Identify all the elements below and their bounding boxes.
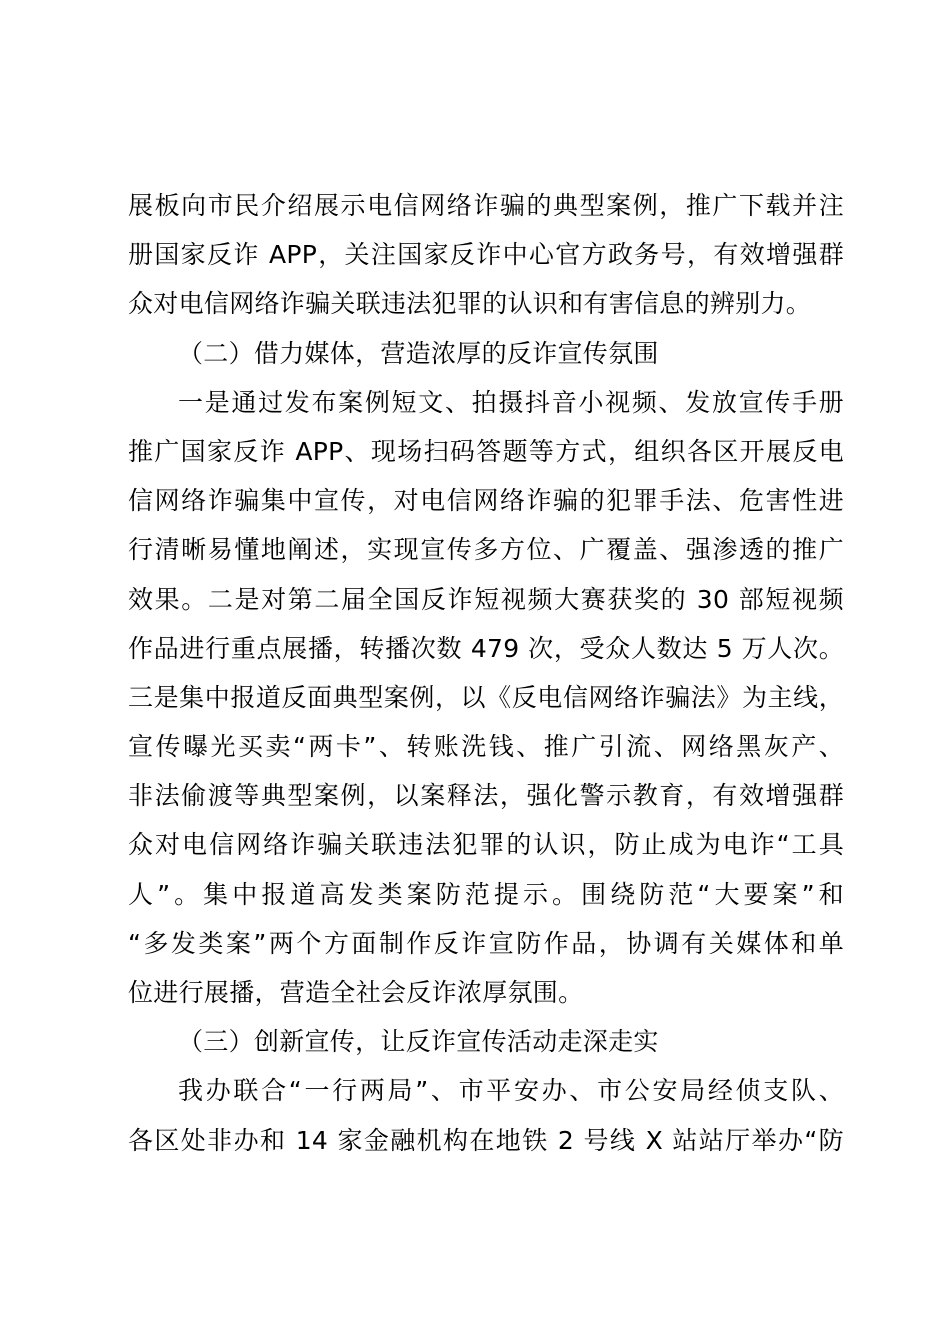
text-line: 非法偷渡等典型案例，以案释法，强化警示教育，有效增强群 — [128, 781, 844, 811]
text-line: （二）借力媒体，营造浓厚的反诈宣传氛围 — [178, 338, 659, 368]
text-line: 展板向市民介绍展示电信网络诈骗的典型案例，推广下载并注 — [128, 191, 844, 220]
text-line: 册国家反诈 APP，关注国家反诈中心官方政务号，有效增强群 — [128, 240, 844, 270]
text-line: 众对电信网络诈骗关联违法犯罪的认识和有害信息的辨别力。 — [128, 289, 812, 319]
text-line: 人”。集中报道高发类案防范提示。围绕防范“大要案”和 — [128, 879, 844, 909]
text-line: 各区处非办和 14 家金融机构在地铁 2 号线 X 站站厅举办“防 — [128, 1125, 844, 1155]
text-line: 宣传曝光买卖“两卡”、转账洗钱、推广引流、网络黑灰产、 — [128, 732, 844, 762]
text-line: 效果。二是对第二届全国反诈短视频大赛获奖的 30 部短视频 — [128, 584, 844, 614]
text-line: 我办联合“一行两局”、市平安办、市公安局经侦支队、 — [178, 1076, 844, 1106]
text-line: 一是通过发布案例短文、拍摄抖音小视频、发放宣传手册 — [178, 387, 844, 417]
text-line: 推广国家反诈 APP、现场扫码答题等方式，组织各区开展反电 — [128, 436, 844, 466]
text-line: 众对电信网络诈骗关联违法犯罪的认识，防止成为电诈“工具 — [128, 830, 844, 860]
text-line: 三是集中报道反面典型案例，以《反电信网络诈骗法》为主线， — [128, 682, 844, 712]
text-line: （三）创新宣传，让反诈宣传活动走深走实 — [178, 1027, 659, 1057]
text-line: 作品进行重点展播，转播次数 479 次，受众人数达 5 万人次。 — [128, 633, 844, 663]
text-line: 位进行展播，营造全社会反诈浓厚氛围。 — [128, 978, 584, 1007]
text-line: “多发类案”两个方面制作反诈宣防作品，协调有关媒体和单 — [128, 928, 844, 958]
text-line: 信网络诈骗集中宣传，对电信网络诈骗的犯罪手法、危害性进 — [128, 486, 844, 516]
text-line: 行清晰易懂地阐述，实现宣传多方位、广覆盖、强渗透的推广 — [128, 535, 844, 565]
body-text — [128, 181, 844, 1165]
